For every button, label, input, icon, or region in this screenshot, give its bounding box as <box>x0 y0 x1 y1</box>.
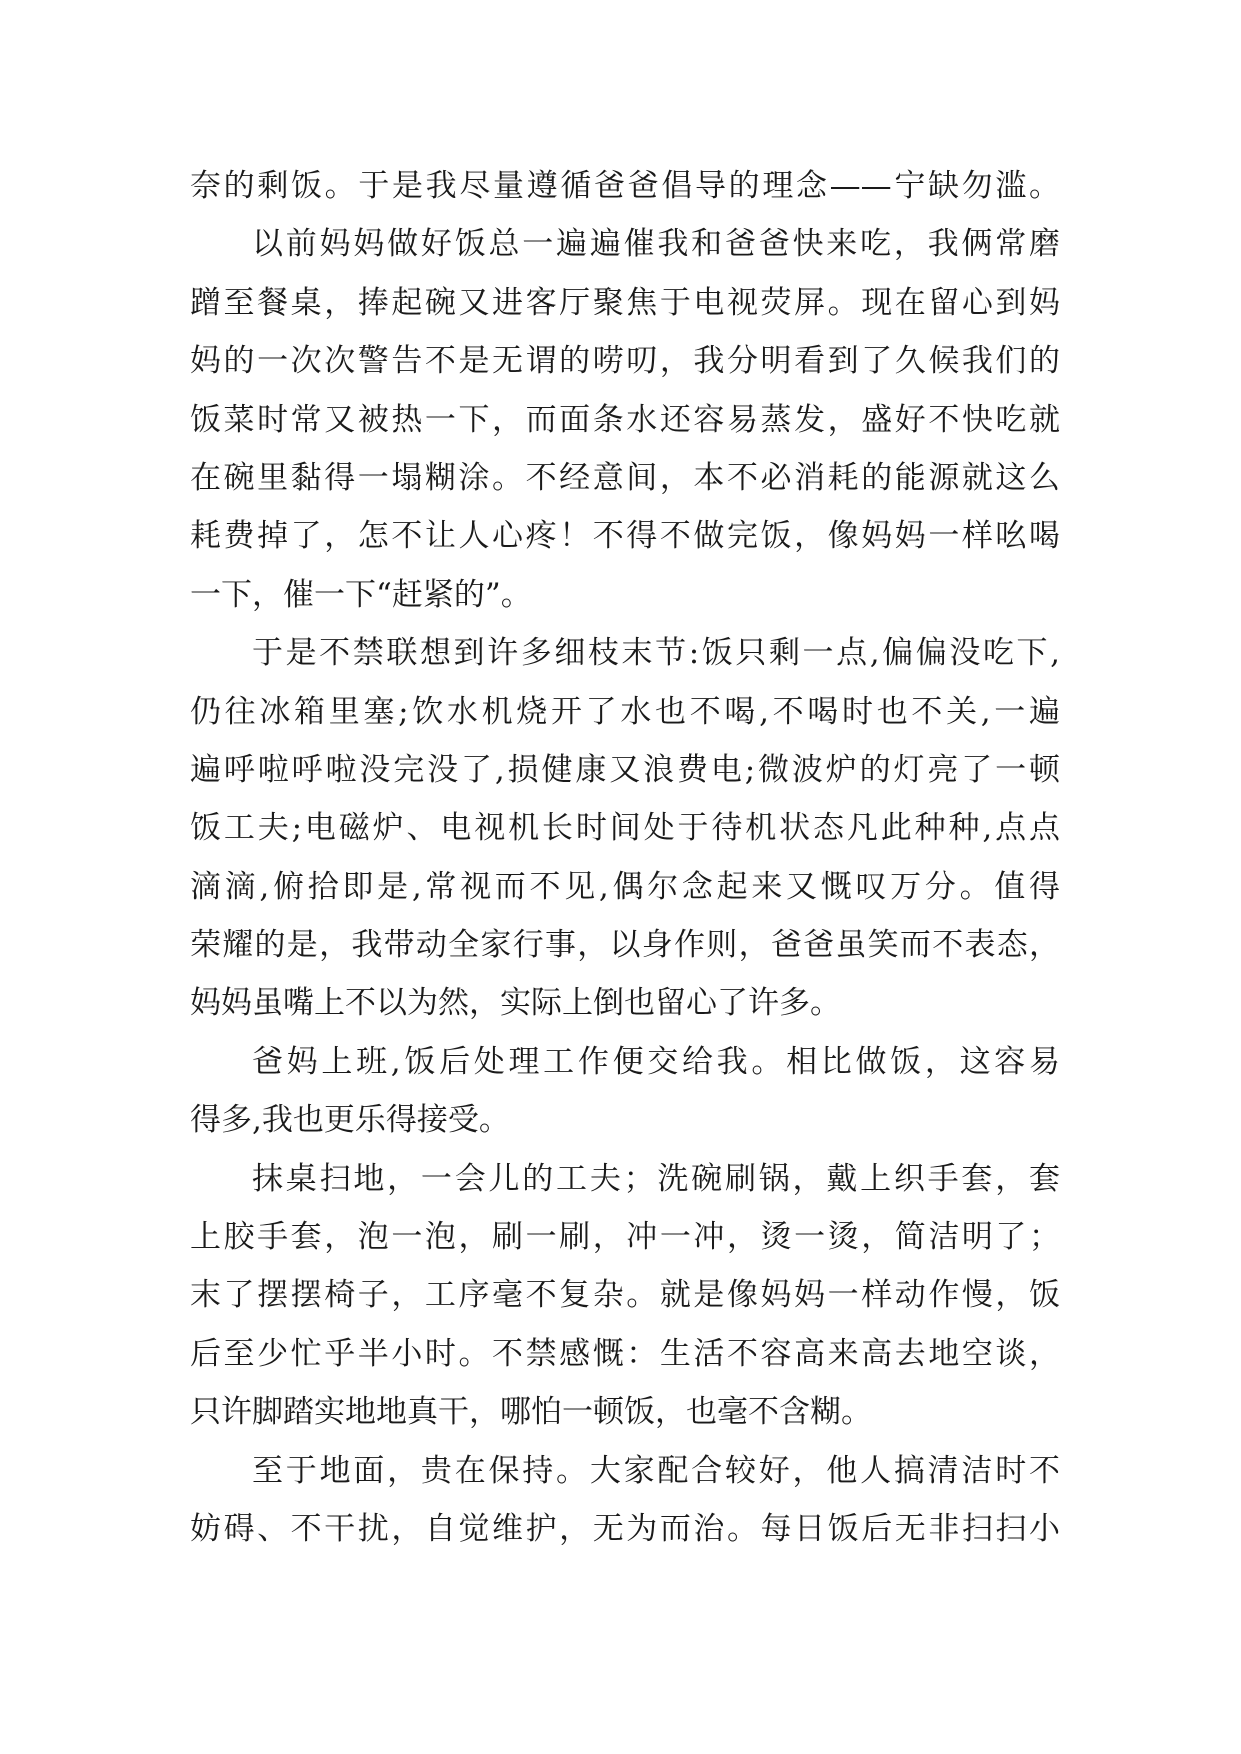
text-line: 耗费掉了，怎不让人心疼！不得不做完饭，像妈妈一样吆喝 <box>190 518 1060 555</box>
text-line: 仍往冰箱里塞;饮水机烧开了水也不喝,不喝时也不关,一遍 <box>190 693 1060 730</box>
text-line: 末了摆摆椅子，工序毫不复杂。就是像妈妈一样动作慢，饭 <box>190 1277 1060 1314</box>
text-line: 抹桌扫地，一会儿的工夫；洗碗刷锅，戴上织手套，套 <box>252 1160 1060 1197</box>
document-body <box>190 157 1060 1558</box>
text-line: 于是不禁联想到许多细枝末节:饭只剩一点,偏偏没吃下, <box>252 635 1060 672</box>
text-line: 以前妈妈做好饭总一遍遍催我和爸爸快来吃，我俩常磨 <box>252 226 1060 263</box>
text-line: 爸妈上班,饭后处理工作便交给我。相比做饭，这容易 <box>252 1043 1060 1080</box>
text-line: 至于地面，贵在保持。大家配合较好，他人搞清洁时不 <box>252 1452 1060 1489</box>
text-line: 在碗里黏得一塌糊涂。不经意间，本不必消耗的能源就这么 <box>190 459 1060 496</box>
text-line: 只许脚踏实地地真干，哪怕一顿饭，也毫不含糊。 <box>190 1394 872 1431</box>
text-line: 妈妈虽嘴上不以为然，实际上倒也留心了许多。 <box>190 985 841 1022</box>
text-line: 妨碍、不干扰，自觉维护，无为而治。每日饭后无非扫扫小 <box>190 1510 1060 1547</box>
text-line: 奈的剩饭。于是我尽量遵循爸爸倡导的理念——宁缺勿滥。 <box>190 168 1060 204</box>
text-line: 一下，催一下“赶紧的”。 <box>190 576 532 613</box>
text-line: 荣耀的是，我带动全家行事，以身作则，爸爸虽笑而不表态， <box>190 927 1060 964</box>
text-line: 遍呼啦呼啦没完没了,损健康又浪费电;微波炉的灯亮了一顿 <box>190 751 1060 788</box>
text-line: 得多,我也更乐得接受。 <box>190 1102 510 1139</box>
text-line: 上胶手套，泡一泡，刷一刷，冲一冲，烫一烫，简洁明了； <box>190 1219 1060 1256</box>
text-line: 妈的一次次警告不是无谓的唠叨，我分明看到了久候我们的 <box>190 343 1060 380</box>
text-line: 滴滴,俯拾即是,常视而不见,偶尔念起来又慨叹万分。值得 <box>190 868 1060 905</box>
text-line: 饭工夫;电磁炉、电视机长时间处于待机状态凡此种种,点点 <box>190 810 1060 847</box>
text-line: 后至少忙乎半小时。不禁感慨：生活不容高来高去地空谈， <box>190 1335 1060 1372</box>
text-line: 饭菜时常又被热一下，而面条水还容易蒸发，盛好不快吃就 <box>190 401 1060 438</box>
text-line: 蹭至餐桌，捧起碗又进客厅聚焦于电视荧屏。现在留心到妈 <box>190 284 1060 321</box>
